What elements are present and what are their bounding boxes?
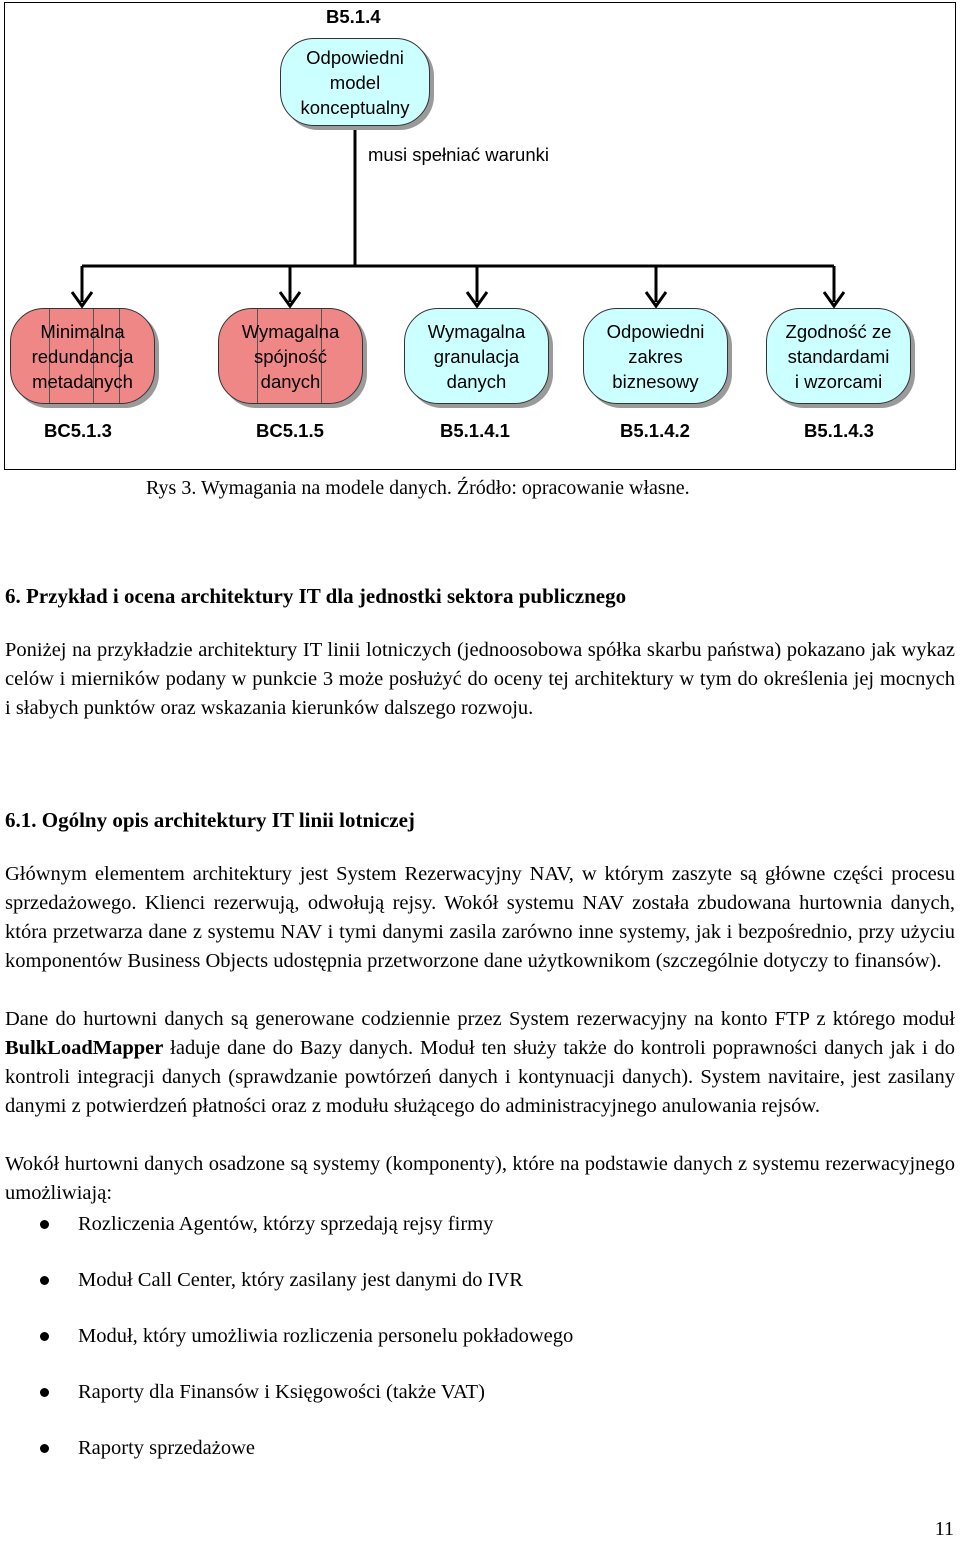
- components-list: [40, 1210, 573, 1490]
- node-data-granulation: [404, 308, 549, 404]
- list-item: Moduł Call Center, który zasilany jest danymi do IVR: [40, 1266, 573, 1322]
- edge-label: musi spełniać warunki: [368, 144, 549, 165]
- bullet-icon: [40, 1444, 49, 1453]
- list-item: Rozliczenia Agentów, którzy sprzedają rejsy firmy: [40, 1210, 573, 1266]
- node-label: Zgodność ze standardami i wzorcami: [785, 320, 892, 392]
- node-code: B5.1.4.3: [804, 420, 874, 441]
- paragraph-data-warehouse: Dane do hurtowni danych są generowane codziennie przez System rezerwacyjny na konto FTP z którego moduł BulkLoadMapper ładuje dane do Bazy danych. Moduł ten służy także do kontroli poprawności danych jak i do kontroli integracji danych (sprawdzanie powtórzeń danych i kontynuacji danych). System navitaire, jest zasilany danymi z potwierdzeń płatności oraz z modułu służącego do administracyjnego anulowania rejsów.: [5, 1008, 955, 1117]
- node-standards-compliance: [766, 308, 911, 404]
- node-label: Wymagalna granulacja danych: [427, 320, 526, 392]
- list-item: Moduł, który umożliwia rozliczenia personelu pokładowego: [40, 1322, 573, 1378]
- page-number: 11: [934, 1518, 954, 1540]
- section-6-heading: 6. Przykład i ocena architektury IT dla jednostki sektora publicznego: [5, 584, 627, 608]
- node-data-consistency: [218, 308, 363, 404]
- node-label: Odpowiedni zakres biznesowy: [606, 320, 705, 392]
- node-business-scope: [583, 308, 728, 404]
- bullet-icon: [40, 1388, 49, 1397]
- bullet-icon: [40, 1220, 49, 1229]
- paragraph-nav-system: Głównym elementem architektury jest System Rezerwacyjny NAV, w którym zaszyte są główne części procesu sprzedażowego. Klienci rezerwują, odwołują rejsy. Wokół systemu NAV została zbudowana hurtownia danych, która przetwarza dane z systemu NAV i tymi danymi zasila zarówno inne systemy, jak i bezpośrednio, przy użyciu komponentów Business Objects udostępnia przetworzone dane użytkownikom (szczególnie dotyczy to finansów).: [5, 863, 955, 972]
- bullet-icon: [40, 1332, 49, 1341]
- node-label: Minimalna redundancja metadanych: [31, 320, 134, 392]
- node-code: BC5.1.5: [256, 420, 324, 441]
- list-item: Raporty dla Finansów i Księgowości (także VAT): [40, 1378, 573, 1434]
- node-code: BC5.1.3: [44, 420, 112, 441]
- paragraph-components: Wokół hurtowni danych osadzone są systemy (komponenty), które na podstawie danych z systemu rezerwacyjnego umożliwiają:: [5, 1153, 955, 1204]
- node-code: B5.1.4.2: [620, 420, 690, 441]
- node-minimal-redundancy: [10, 308, 155, 404]
- root-node-label: Odpowiedni model konceptualny: [300, 46, 410, 118]
- root-code: B5.1.4: [326, 6, 381, 27]
- node-label: Wymagalna spójność danych: [241, 320, 340, 392]
- section-6-1-heading: 6.1. Ogólny opis architektury IT linii lotniczej: [5, 808, 415, 832]
- figure-caption: Rys 3. Wymagania na modele danych. Źródło: opracowanie własne.: [146, 477, 690, 499]
- section-6-intro: Poniżej na przykładzie architektury IT linii lotniczych (jednoosobowa spółka skarbu państwa) pokazano jak wykaz celów i mierników podany w punkcie 3 może posłużyć do oceny tej architektury w tym do określenia jej mocnych i słabych punktów oraz wskazania kierunków dalszego rozwoju.: [5, 639, 955, 719]
- root-node: [280, 38, 430, 126]
- bulkloadmapper-term: BulkLoadMapper: [5, 1037, 164, 1059]
- list-item: Raporty sprzedażowe: [40, 1434, 573, 1490]
- node-code: B5.1.4.1: [440, 420, 510, 441]
- bullet-icon: [40, 1276, 49, 1285]
